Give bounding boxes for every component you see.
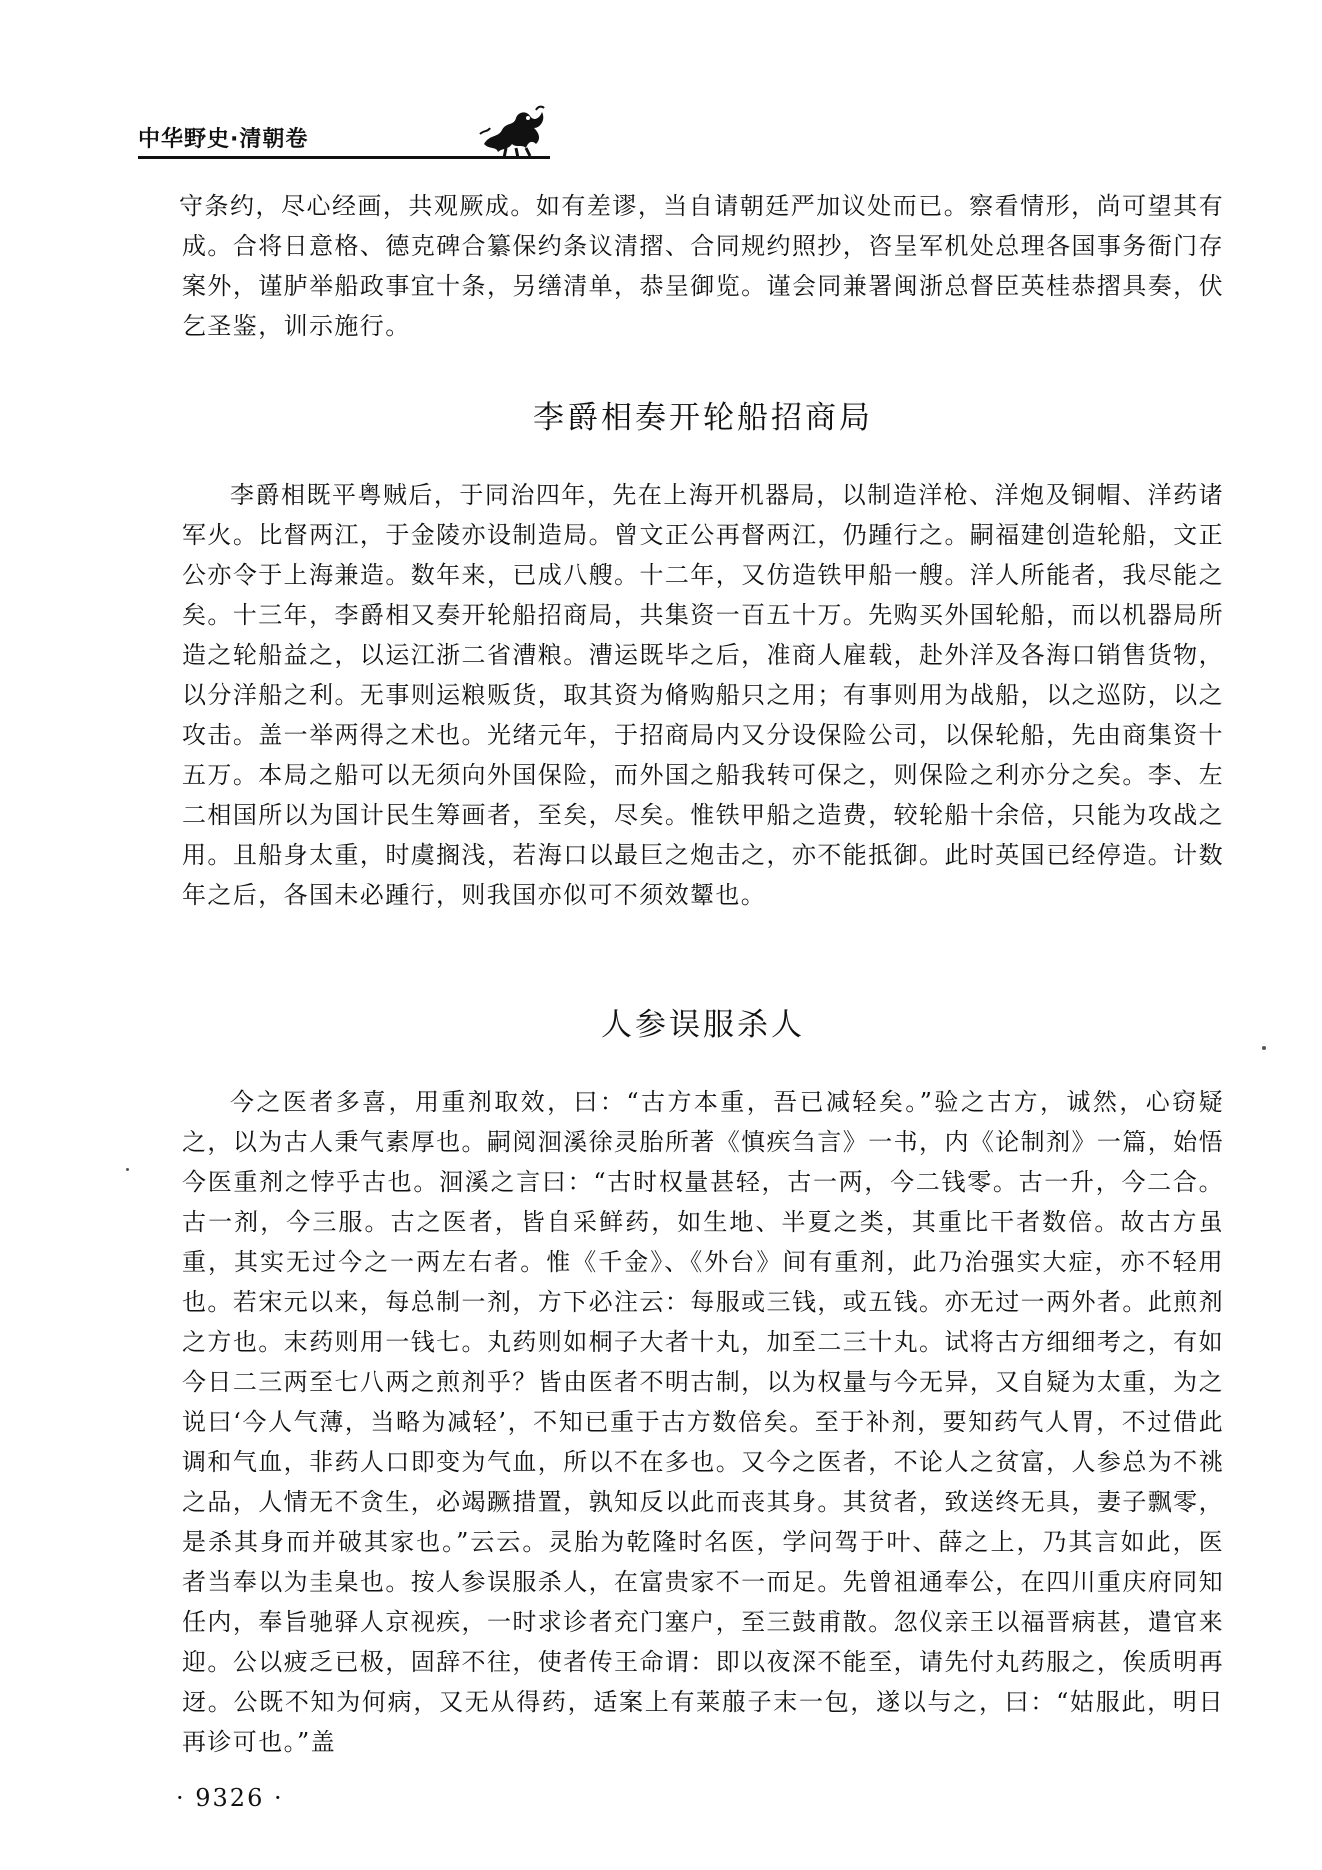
paragraph-steamship-bureau: 李爵相既平粤贼后，于同治四年，先在上海开机器局，以制造洋枪、洋炮及铜帽、洋药诸军火。比督两江，于金陵亦设制造局。曾文正公再督两江，仍踵行之。嗣福建创造轮船，文正公亦令于上海兼造。数年来，已成八艘。十二年，又仿造铁甲船一艘。洋人所能者，我尽能之矣。十三年，李爵相又奏开轮船招商局，共集资一百五十万。先购买外国轮船，而以机器局所造之轮船益之，以运江浙二省漕粮。漕运既毕之后，准商人雇载，赴外洋及各海口销售货物，以分洋船之利。无事则运粮贩货，取其资为脩购船只之用；有事则用为战船，以之巡防，以之攻击。盖一举两得之术也。光绪元年，于招商局内又分设保险公司，以保轮船，先由商集资十五万。本局之船可以无须向外国保险，而外国之船我转可保之，则保险之利亦分之矣。李、左二相国所以为国计民生筹画者，至矣，尽矣。惟铁甲船之造费，较轮船十余倍，只能为攻战之用。且船身太重，时虞搁浅，若海口以最巨之炮击之，亦不能抵御。此时英国已经停造。计数年之后，各国未必踵行，则我国亦似可不须效颦也。 [182, 481, 1224, 909]
dragon-icon [476, 104, 550, 162]
section-title-ginseng: 人参误服杀人 [601, 1007, 805, 1043]
paragraph-continued: 守条约，尽心经画，共观厥成。如有差谬，当自请朝廷严加议处而已。察看情形，尚可望其有成。合将日意格、德克碑合纂保约条议清摺、合同规约照抄，咨呈军机处总理各国事务衙门存案外，谨胪举船政事宜十条，另缮清单，恭呈御览。谨会同兼署闽浙总督臣英桂恭摺具奏，伏乞圣鉴，训示施行。 [179, 192, 1224, 340]
page-number: · 9326 · [176, 1784, 284, 1812]
running-header [138, 104, 550, 166]
scan-speck [1262, 1046, 1266, 1050]
header-rule [138, 156, 550, 159]
section-title-steamship-bureau: 李爵相奏开轮船招商局 [533, 400, 873, 436]
paragraph-ginseng: 今之医者多喜，用重剂取效，曰：“古方本重，吾已减轻矣。”验之古方，诚然，心窃疑之，以为古人秉气素厚也。嗣阅洄溪徐灵胎所著《慎疾刍言》一书，内《论制剂》一篇，始悟今医重剂之悖乎古也。洄溪之言曰：“古时权量甚轻，古一两，今二钱零。古一升，今二合。古一剂，今三服。古之医者，皆自采鲜药，如生地、半夏之类，其重比干者数倍。故古方虽重，其实无过今之一两左右者。惟《千金》、《外台》间有重剂，此乃治强实大症，亦不轻用也。若宋元以来，每总制一剂，方下必注云：每服或三钱，或五钱。亦无过一两外者。此煎剂之方也。末药则用一钱七。丸药则如桐子大者十丸，加至二三十丸。试将古方细细考之，有如今日二三两至七八两之煎剂乎？皆由医者不明古制，以为权量与今无异，又自疑为太重，为之说曰‘今人气薄，当略为减轻’，不知已重于古方数倍矣。至于补剂，要知药气人胃，不过借此调和气血，非药人口即变为气血，所以不在多也。又今之医者，不论人之贫富，人参总为不祧之品，人情无不贪生，必竭蹶措置，孰知反以此而丧其身。其贫者，致送终无具，妻子飘零，是杀其身而并破其家也。”云云。灵胎为乾隆时名医，学问驾于叶、薛之上，乃其言如此，医者当奉以为圭臬也。按人参误服杀人，在富贵家不一而足。先曾祖通奉公，在四川重庆府同知任内，奉旨驰驿人京视疾，一时求诊者充门塞户，至三鼓甫散。忽仪亲王以福晋病甚，遣官来迎。公以疲乏已极，固辞不往，使者传王命谓：即以夜深不能至，请先付丸药服之，俟质明再迓。公既不知为何病，又无从得药，适案上有莱菔子末一包，遂以与之，曰：“姑服此，明日再诊可也。”盖 [182, 1088, 1224, 1756]
book-title: 中华野史·清朝卷 [138, 127, 309, 152]
scan-speck [126, 1168, 129, 1171]
